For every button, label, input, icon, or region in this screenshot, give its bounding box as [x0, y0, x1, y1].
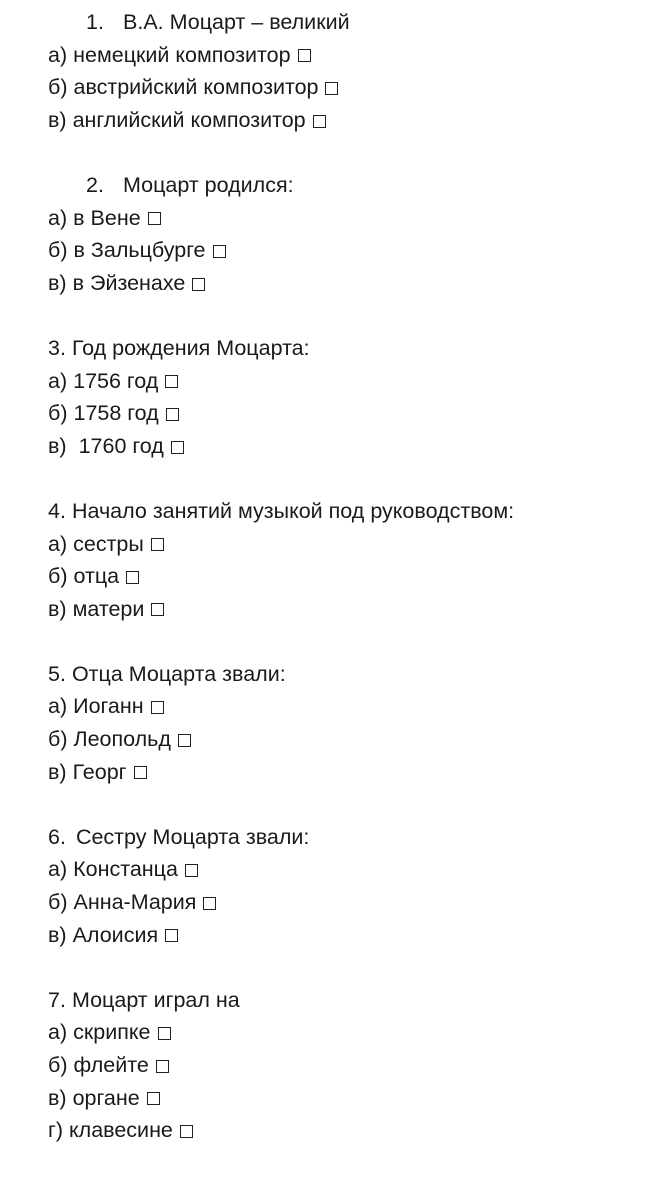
- option-letter: а): [48, 857, 68, 882]
- question-3: [48, 332, 638, 462]
- question-7: [48, 984, 638, 1147]
- option-text: в Эйзенахе: [72, 270, 186, 295]
- question-number: 4.: [48, 498, 66, 523]
- answer-option-a[interactable]: [48, 853, 638, 886]
- answer-option-c[interactable]: [48, 919, 638, 952]
- option-text: 1758 год: [73, 401, 159, 426]
- option-text: флейте: [73, 1053, 149, 1077]
- option-text: 1756 год: [73, 368, 159, 393]
- question-number: 2.: [86, 172, 104, 197]
- answer-option-c[interactable]: [48, 593, 638, 626]
- answer-option-a[interactable]: [48, 528, 638, 561]
- option-text: матери: [72, 596, 145, 621]
- option-letter: в): [48, 1085, 67, 1110]
- question-heading: [48, 821, 638, 854]
- question-text: В.А. Моцарт – великий: [123, 10, 350, 34]
- option-letter: б): [48, 890, 68, 915]
- checkbox[interactable]: [185, 864, 198, 877]
- checkbox[interactable]: [165, 929, 178, 942]
- question-number: 7.: [48, 987, 66, 1012]
- checkbox[interactable]: [166, 408, 179, 421]
- option-letter: б): [48, 1053, 68, 1077]
- question-heading: [48, 495, 638, 528]
- question-number: 3.: [48, 335, 66, 360]
- option-letter: в): [48, 433, 67, 458]
- answer-option-a[interactable]: [48, 202, 638, 235]
- answer-option-b[interactable]: [48, 234, 638, 267]
- option-letter: в): [48, 922, 67, 947]
- checkbox[interactable]: [126, 571, 139, 584]
- option-text: Алоисия: [72, 922, 159, 947]
- option-text: в Вене: [73, 205, 141, 230]
- answer-option-b[interactable]: [48, 886, 638, 919]
- answer-option-a[interactable]: [48, 1016, 638, 1049]
- option-text: 1760 год: [78, 433, 164, 458]
- option-letter: б): [48, 564, 68, 589]
- option-text: в Зальцбурге: [73, 238, 206, 263]
- checkbox[interactable]: [147, 1092, 160, 1105]
- answer-option-a[interactable]: [48, 690, 638, 723]
- question-heading: [48, 6, 638, 39]
- question-1: [48, 6, 638, 136]
- option-letter: а): [48, 42, 68, 67]
- option-text: клавесине: [69, 1118, 173, 1143]
- answer-option-c[interactable]: [48, 104, 638, 137]
- checkbox[interactable]: [325, 82, 338, 95]
- answer-option-b[interactable]: [48, 397, 638, 430]
- checkbox[interactable]: [151, 603, 164, 616]
- checkbox[interactable]: [151, 538, 164, 551]
- option-letter: в): [48, 107, 67, 132]
- option-letter: а): [48, 205, 68, 230]
- option-text: немецкий композитор: [73, 42, 291, 67]
- option-letter: а): [48, 368, 68, 393]
- question-text: Сестру Моцарта звали:: [75, 824, 310, 849]
- option-letter: в): [48, 759, 67, 784]
- checkbox[interactable]: [213, 245, 226, 258]
- option-letter: а): [48, 531, 68, 556]
- checkbox[interactable]: [192, 278, 205, 291]
- question-text: Моцарт родился:: [123, 172, 294, 197]
- option-text: скрипке: [73, 1020, 151, 1045]
- checkbox[interactable]: [158, 1027, 171, 1040]
- option-letter: б): [48, 727, 68, 752]
- checkbox[interactable]: [156, 1060, 169, 1073]
- question-heading: [48, 984, 638, 1017]
- checkbox[interactable]: [203, 897, 216, 910]
- answer-option-b[interactable]: [48, 1049, 638, 1082]
- option-letter: в): [48, 270, 67, 295]
- option-letter: в): [48, 596, 67, 621]
- option-letter: а): [48, 1020, 68, 1045]
- checkbox[interactable]: [151, 701, 164, 714]
- question-text: Моцарт играл на: [71, 987, 240, 1012]
- option-text: Иоганн: [73, 694, 144, 719]
- question-text: Отца Моцарта звали:: [71, 661, 286, 686]
- checkbox[interactable]: [298, 49, 311, 62]
- question-heading: [48, 332, 638, 365]
- checkbox[interactable]: [148, 212, 161, 225]
- checkbox[interactable]: [165, 375, 178, 388]
- question-heading: [48, 169, 638, 202]
- question-5: [48, 658, 638, 788]
- option-text: Леопольд: [73, 727, 171, 752]
- answer-option-a[interactable]: [48, 39, 638, 72]
- answer-option-c[interactable]: [48, 267, 638, 300]
- option-text: сестры: [73, 531, 144, 556]
- answer-option-b[interactable]: [48, 560, 638, 593]
- question-text: Год рождения Моцарта:: [71, 335, 310, 360]
- option-text: австрийский композитор: [73, 75, 319, 100]
- question-text: Начало занятий музыкой под руководством:: [71, 498, 515, 523]
- answer-option-c[interactable]: [48, 756, 638, 789]
- option-letter: б): [48, 75, 68, 100]
- checkbox[interactable]: [134, 766, 147, 779]
- option-letter: б): [48, 401, 68, 426]
- option-text: Констанца: [73, 857, 178, 882]
- question-2: [48, 169, 638, 299]
- answer-option-c[interactable]: [48, 1082, 638, 1115]
- option-text: Анна-Мария: [73, 890, 197, 915]
- question-number: 1.: [86, 10, 104, 34]
- option-text: английский композитор: [72, 107, 306, 132]
- answer-option-c[interactable]: [48, 430, 638, 463]
- answer-option-b[interactable]: [48, 723, 638, 756]
- option-letter: а): [48, 694, 68, 719]
- question-4: [48, 495, 638, 625]
- checkbox[interactable]: [178, 734, 191, 747]
- option-letter: г): [48, 1118, 64, 1143]
- option-letter: б): [48, 238, 68, 263]
- option-text: Георг: [72, 759, 127, 784]
- question-number: 5.: [48, 661, 66, 686]
- answer-option-a[interactable]: [48, 365, 638, 398]
- answer-option-b[interactable]: [48, 71, 638, 104]
- answer-option-d[interactable]: [48, 1114, 638, 1147]
- question-6: [48, 821, 638, 951]
- checkbox[interactable]: [180, 1125, 193, 1138]
- option-text: органе: [72, 1085, 140, 1110]
- checkbox[interactable]: [171, 441, 184, 454]
- question-number: 6.: [48, 824, 66, 849]
- checkbox[interactable]: [313, 115, 326, 128]
- quiz-document: [48, 6, 638, 1179]
- question-heading: [48, 658, 638, 691]
- option-text: отца: [73, 564, 120, 589]
